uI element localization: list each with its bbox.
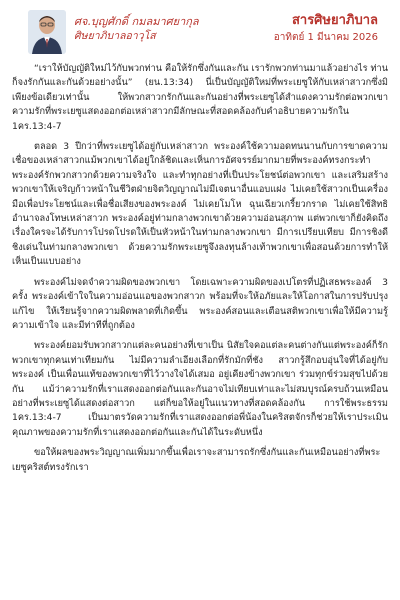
paragraph-4: พระองค์ยอมรับพวกสาวกแต่ละคนอย่างที่เขาเป็น นิสัยใจคอแต่ละคนต่างกันแต่พระองค์ก็รักพวกเขาทุกคนเท่าเทียมกัน ไม่มีความลำเอียงเลือกที่รักมักที่ชัง สาวกรู้สึกอบอุ่นใจที่ได้อยู่กับพระองค์ เป็นเพื่อนแท้ของพวกเขาที่ไว้วางใจได้เสมอ อยู่เคียงข้างพวกเขา ร่วมทุกข์ร่วมสุขไปด้วยกัน แม้ว่าความรักที่เราแสดงออกต่อกันและกันอาจไม่เทียบเท่าและไม่สมบูรณ์ครบถ้วนเหมือนอย่างที่พระเยซูได้แสดงต่อสาวก แต่ก็ขอให้อยู่ในแนวทางที่สอดคล้องกัน การใช้พระธรรม 1คร.13:4-7 เป็นมาตรวัดความรักที่เราแสดงออกต่อพี่น้องในคริสตจักรก็ช่วยให้เราประเมินคุณภาพของความรักที่เราแสดงออกต่อกันและกันได้ในระดับหนึ่ง [12,340,388,438]
newsletter-title: สารศิษยาภิบาล [291,13,378,28]
person-portrait-icon [28,10,66,54]
paragraph-3: พระองค์ไม่จดจำความผิดของพวกเขา โดยเฉพาะความผิดของเปโตรที่ปฏิเสธพระองค์ 3 ครั้ง พระองค์เข้าใจในความอ่อนแอของพวกสาวก พร้อมที่จะให้อภัยและให้โอกาสในการปรับปรุงแก้ไข ให้เรียนรู้จากความผิดพลาดที่เกิดขึ้น พระองค์สอนและเตือนสติพวกเขาเพื่อให้มีความรู้ความเข้าใจ และมีท่าทีที่ถูกต้อง [12,276,388,331]
paragraph-1: “เราให้บัญญัติใหม่ไว้กับพวกท่าน คือให้รักซึ่งกันและกัน เรารักพวกท่านมาแล้วอย่างไร ท่านก็จงรักกันและกันด้วยอย่างนั้น” (ยน.13:34) นี่เป็นบัญญัติใหม่ที่พระเยซูให้กับเหล่าสาวกซึ่งมิเพียงข้อเดียวเท่านั้น ให้พวกสาวกรักกันและกันอย่างที่พระเยซูได้สำแดงความรักต่อพวกเขา ความรักที่พระเยซูแสดงออกต่อเหล่าสาวกมีลักษณะที่สอดคล้องกับคำอธิบายความรักใน 1คร.13:4-7 [12,63,388,132]
brand-block [274,12,378,46]
author-name: ศจ.บุญศักดิ์ กมลมาศยากุล [74,15,199,28]
issue-date: อาทิตย์ 1 มีนาคม 2026 [273,32,378,43]
article-body [12,62,388,475]
author-block [74,14,199,44]
author-title: ศิษยาภิบาลอาวุโส [74,30,156,42]
paragraph-5: ขอให้ผลของพระวิญญาณเพิ่มมากขึ้นเพื่อเราจะสามารถรักซึ่งกันและกันเหมือนอย่างที่พระเยซูคริสต์ทรงรักเรา [12,447,381,473]
avatar [28,10,66,54]
paragraph-2: ตลอด 3 ปีกว่าที่พระเยซูได้อยู่กับเหล่าสาวก พระองค์ใช้ความอดทนนานกับการขาดความเชื่อของเหล่าสาวกแม้พวกเขาได้อยู่ใกล้ชิดและเห็นการอัศจรรย์มากมายที่พระองค์ทรงกระทำ พระองค์รักพวกสาวกด้วยความจริงใจ และทำทุกอย่างที่เป็นประโยชน์ต่อพวกเขา และเสริมสร้างพวกเขาให้เจริญก้าวหน้าในชีวิตฝ่ายจิตวิญญาณไม่มีเจตนาอื่นแอบแฝง ไม่เคยใช้สาวกเป็นเครื่องมือเพื่อประโยชน์และเพื่อชื่อเสียงของพระองค์ ไม่เคยโมโห ฉุนเฉียวเกรี้ยวกราด ไม่เคยใช้สิทธิอำนาจลงโทษเหล่าสาวก พระองค์อยู่ท่ามกลางพวกเขาด้วยความอ่อนสุภาพ แต่พวกเขาก็ยังคิดถึงเรื่องใครจะได้รับการโปรดโปรดให้เป็นหัวหน้าในท่ามกลางพวกเขา มีการเปรียบเทียบ มีการชิงดีชิงเด่นในท่ามกลางพวกเขา ด้วยความรักพระเยซูจึงลงทุนล้างเท้าพวกเขาเพื่อสอนด้วยการทำให้เห็นเป็นแบบอย่าง [12,141,388,268]
header [12,8,388,58]
